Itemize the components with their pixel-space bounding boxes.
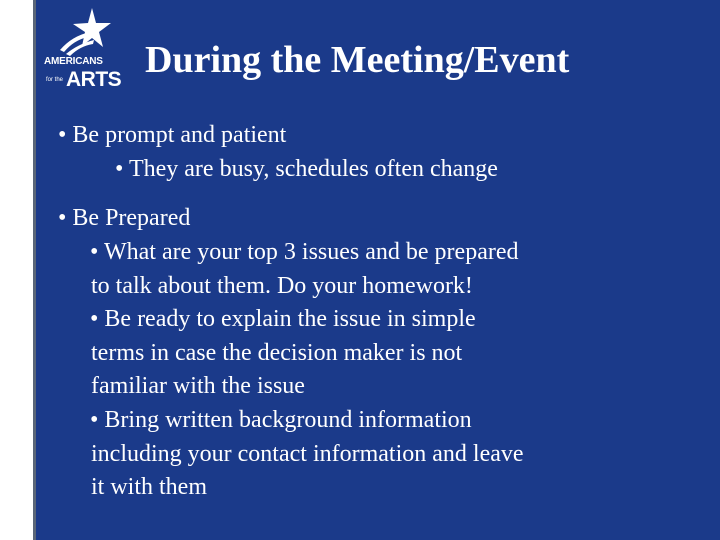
bullet-2-sub-line: including your contact information and leave bbox=[91, 441, 524, 467]
slide-left-margin bbox=[0, 0, 35, 540]
slide-title: During the Meeting/Event bbox=[145, 39, 570, 81]
bullet-2-sub-line: familiar with the issue bbox=[91, 373, 305, 399]
bullet-2-sub-line: it with them bbox=[91, 474, 207, 500]
bullet-2-sub-line: • Be ready to explain the issue in simple bbox=[90, 306, 476, 332]
bullet-2-sub-line: • What are your top 3 issues and be prepared bbox=[90, 239, 519, 265]
bullet-2: • Be Prepared bbox=[58, 205, 191, 231]
bullet-1-sub-1: • They are busy, schedules often change bbox=[115, 156, 498, 182]
bullet-2-sub-line: to talk about them. Do your homework! bbox=[91, 273, 473, 299]
bullet-2-sub-line: • Bring written background information bbox=[90, 407, 472, 433]
logo-text-for-the: for the bbox=[46, 77, 64, 83]
bullet-1: • Be prompt and patient bbox=[58, 122, 287, 148]
logo-text-americans: AMERICANS bbox=[44, 56, 103, 67]
americans-for-the-arts-logo bbox=[44, 6, 124, 94]
star-icon bbox=[56, 6, 112, 58]
bullet-2-sub-line: terms in case the decision maker is not bbox=[91, 340, 463, 366]
logo-text-arts: ARTS bbox=[66, 68, 122, 91]
